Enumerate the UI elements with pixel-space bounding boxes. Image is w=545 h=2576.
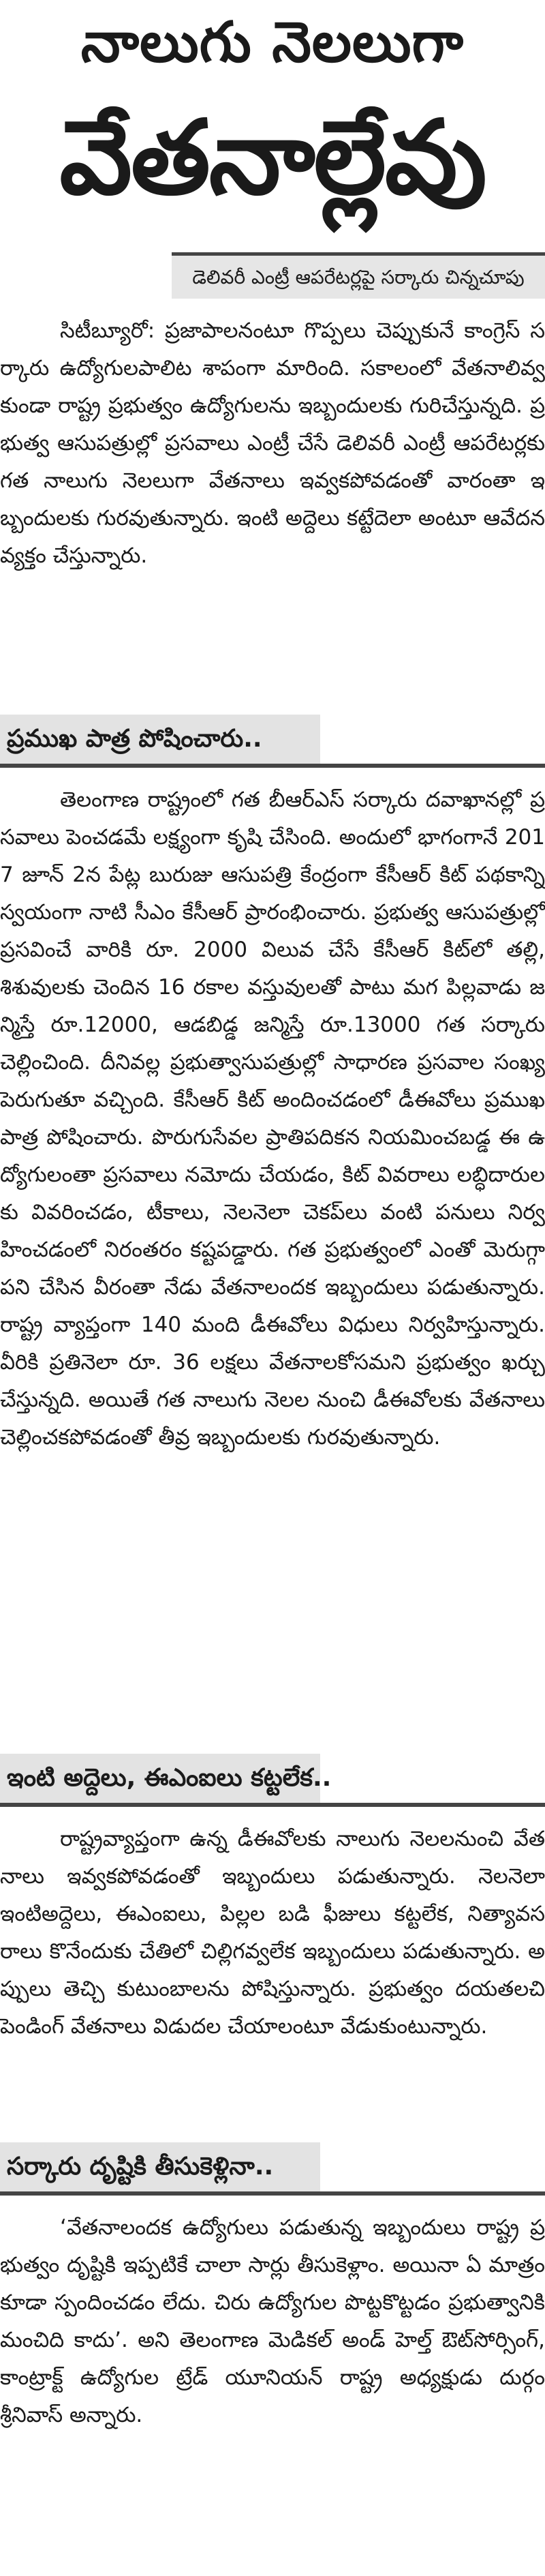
section-text-1: తెలంగాణ రాష్ట్రంలో గత బీఆర్ఎస్ సర్కారు దవాఖానల్లో ప్రసవాలు పెంచడమే లక్ష్యంగా కృషి చేసింది. అందులో భాగంగానే 2017 జూన్ 2న పేట్ల బురుజు ఆసుపత్రి కేంద్రంగా కేసీఆర్ కిట్ పథకాన్ని స్వయంగా నాటి సీఎం కేసీఆర్ ప్రారంభించారు. ప్రభుత్వ ఆసుపత్రుల్లో ప్రసవించే వారికి రూ. 2000 విలువ చేసే కేసీఆర్ కిట్‌లో తల్లి, శిశువులకు చెందిన 16 రకాల వస్తువులతో పాటు మగ పిల్లవాడు జన్మిస్తే రూ.12000, ఆడబిడ్డ జన్మిస్తే రూ.13000 గత సర్కారు చెల్లించింది. దీనివల్ల ప్రభుత్వాసుపత్రుల్లో సాధారణ ప్రసవాల సంఖ్య పెరుగుతూ వచ్చింది. కేసీఆర్ కిట్ అందించడంలో డీఈవోలు ప్రముఖ పాత్ర పోషించారు. పొరుగుసేవల ప్రాతిపదికన నియమించబడ్డ ఈ ఉద్యోగులంతా ప్రసవాలు నమోదు చేయడం, కిట్ వివరాలు లబ్ధిదారులకు వివరించడం, టీకాలు, నెలనెలా చెకప్‌లు వంటి పనులు నిర్వహించడంలో నిరంతరం కష్టపడ్డారు. గత ప్రభుత్వంలో ఎంతో మెరుగ్గా పని చేసిన వీరంతా నేడు వేతనాలందక ఇబ్బందులు పడుతున్నారు. రాష్ట్ర వ్యాప్తంగా 140 మంది డీఈవోలు విధులు నిర్వహిస్తున్నారు. వీరికి ప్రతినెలా రూ. 36 లక్షలు వేతనాలకోసమని ప్రభుత్వం ఖర్చు చేస్తున్నది. అయితే గత నాలుగు నెలల నుంచి డీఈవోలకు వేతనాలు చెల్లించకపోవడంతో తీవ్ర ఇబ్బందులకు గురవుతున్నారు. (0, 788, 545, 1450)
section-title-2: ఇంటి అద్దెలు, ఈఎంఐలు కట్టలేక.. (7, 1764, 332, 1792)
section-body-1 (0, 781, 545, 1752)
section-text-3: ‘వేతనాలందక ఉద్యోగులు పడుతున్న ఇబ్బందులు రాష్ట్ర ప్రభుత్వం దృష్టికి ఇప్పటికే చాలా సార్లు తీసుకెళ్లాం. అయినా ఏ మాత్రం కూడా స్పందించడం లేదు. చిరు ఉద్యోగుల పొట్టకొట్టడం ప్రభుత్వానికి మంచిది కాదు’. అని తెలంగాణ మెడికల్ అండ్ హెల్త్ ఔట్‌సోర్సింగ్, కాంట్రాక్ట్ ఉద్యోగుల ట్రేడ్ యూనియన్ రాష్ట్ర అధ్యక్షుడు దుర్గం శ్రీనివాస్ అన్నారు. (0, 2215, 545, 2427)
section-header-2 (0, 1754, 545, 1807)
section-text-2: రాష్ట్రవ్యాప్తంగా ఉన్న డీఈవోలకు నాలుగు నెలలనుంచి వేతనాలు ఇవ్వకపోవడంతో ఇబ్బందులు పడుతున్నారు. నెలనెలా ఇంటిఅద్దెలు, ఈఎంఐలు, పిల్లల బడి ఫీజులు కట్టలేక, నిత్యావసరాలు కొనేందుకు చేతిలో చిల్లిగవ్వలేక ఇబ్బందులు పడుతున్నారు. అప్పులు తెచ్చి కుటుంబాలను పోషిస్తున్నారు. ప్రభుత్వం దయతలచి పెండింగ్ వేతనాలు విడుదల చేయాలంటూ వేడుకుంటున్నారు. (0, 1827, 545, 2039)
section-header-1 (0, 715, 545, 768)
subheadline-box (172, 252, 545, 299)
section-body-3 (0, 2209, 545, 2571)
section-title-1: ప్రముఖ పాత్ర పోషించారు.. (7, 725, 262, 753)
kicker-headline: నాలుగు నెలలుగా (80, 10, 465, 75)
subheadline: డెలివరీ ఎంట్రీ ఆపరేటర్లపై సర్కారు చిన్నచూపు (192, 266, 525, 288)
intro-text: సిటీబ్యూరో: ప్రజాపాలనంటూ గొప్పలు చెప్పుకునే కాంగ్రెస్ సర్కారు ఉద్యోగులపాలిట శాపంగా మారింది. సకాలంలో వేతనాలివ్వకుండా రాష్ట్ర ప్రభుత్వం ఉద్యోగులను ఇబ్బందులకు గురిచేస్తున్నది. ప్రభుత్వ ఆసుపత్రుల్లో ప్రసవాలు ఎంట్రీ చేసే డెలివరీ ఎంట్రీ ఆపరేటర్లకు గత నాలుగు నెలలుగా వేతనాలు ఇవ్వకపోవడంతో వారంతా ఇబ్బందులకు గురవుతున్నారు. ఇంటి అద్దెలు కట్టేదెలా అంటూ ఆవేదన వ్యక్తం చేస్తున్నారు. (0, 318, 545, 568)
section-title-3: సర్కారు దృష్టికి తీసుకెళ్లినా.. (7, 2153, 274, 2181)
main-headline: వేతనాల్లేవు (59, 99, 486, 218)
section-body-2 (0, 1821, 545, 2141)
intro-paragraph (0, 312, 545, 705)
section-header-3 (0, 2142, 545, 2196)
